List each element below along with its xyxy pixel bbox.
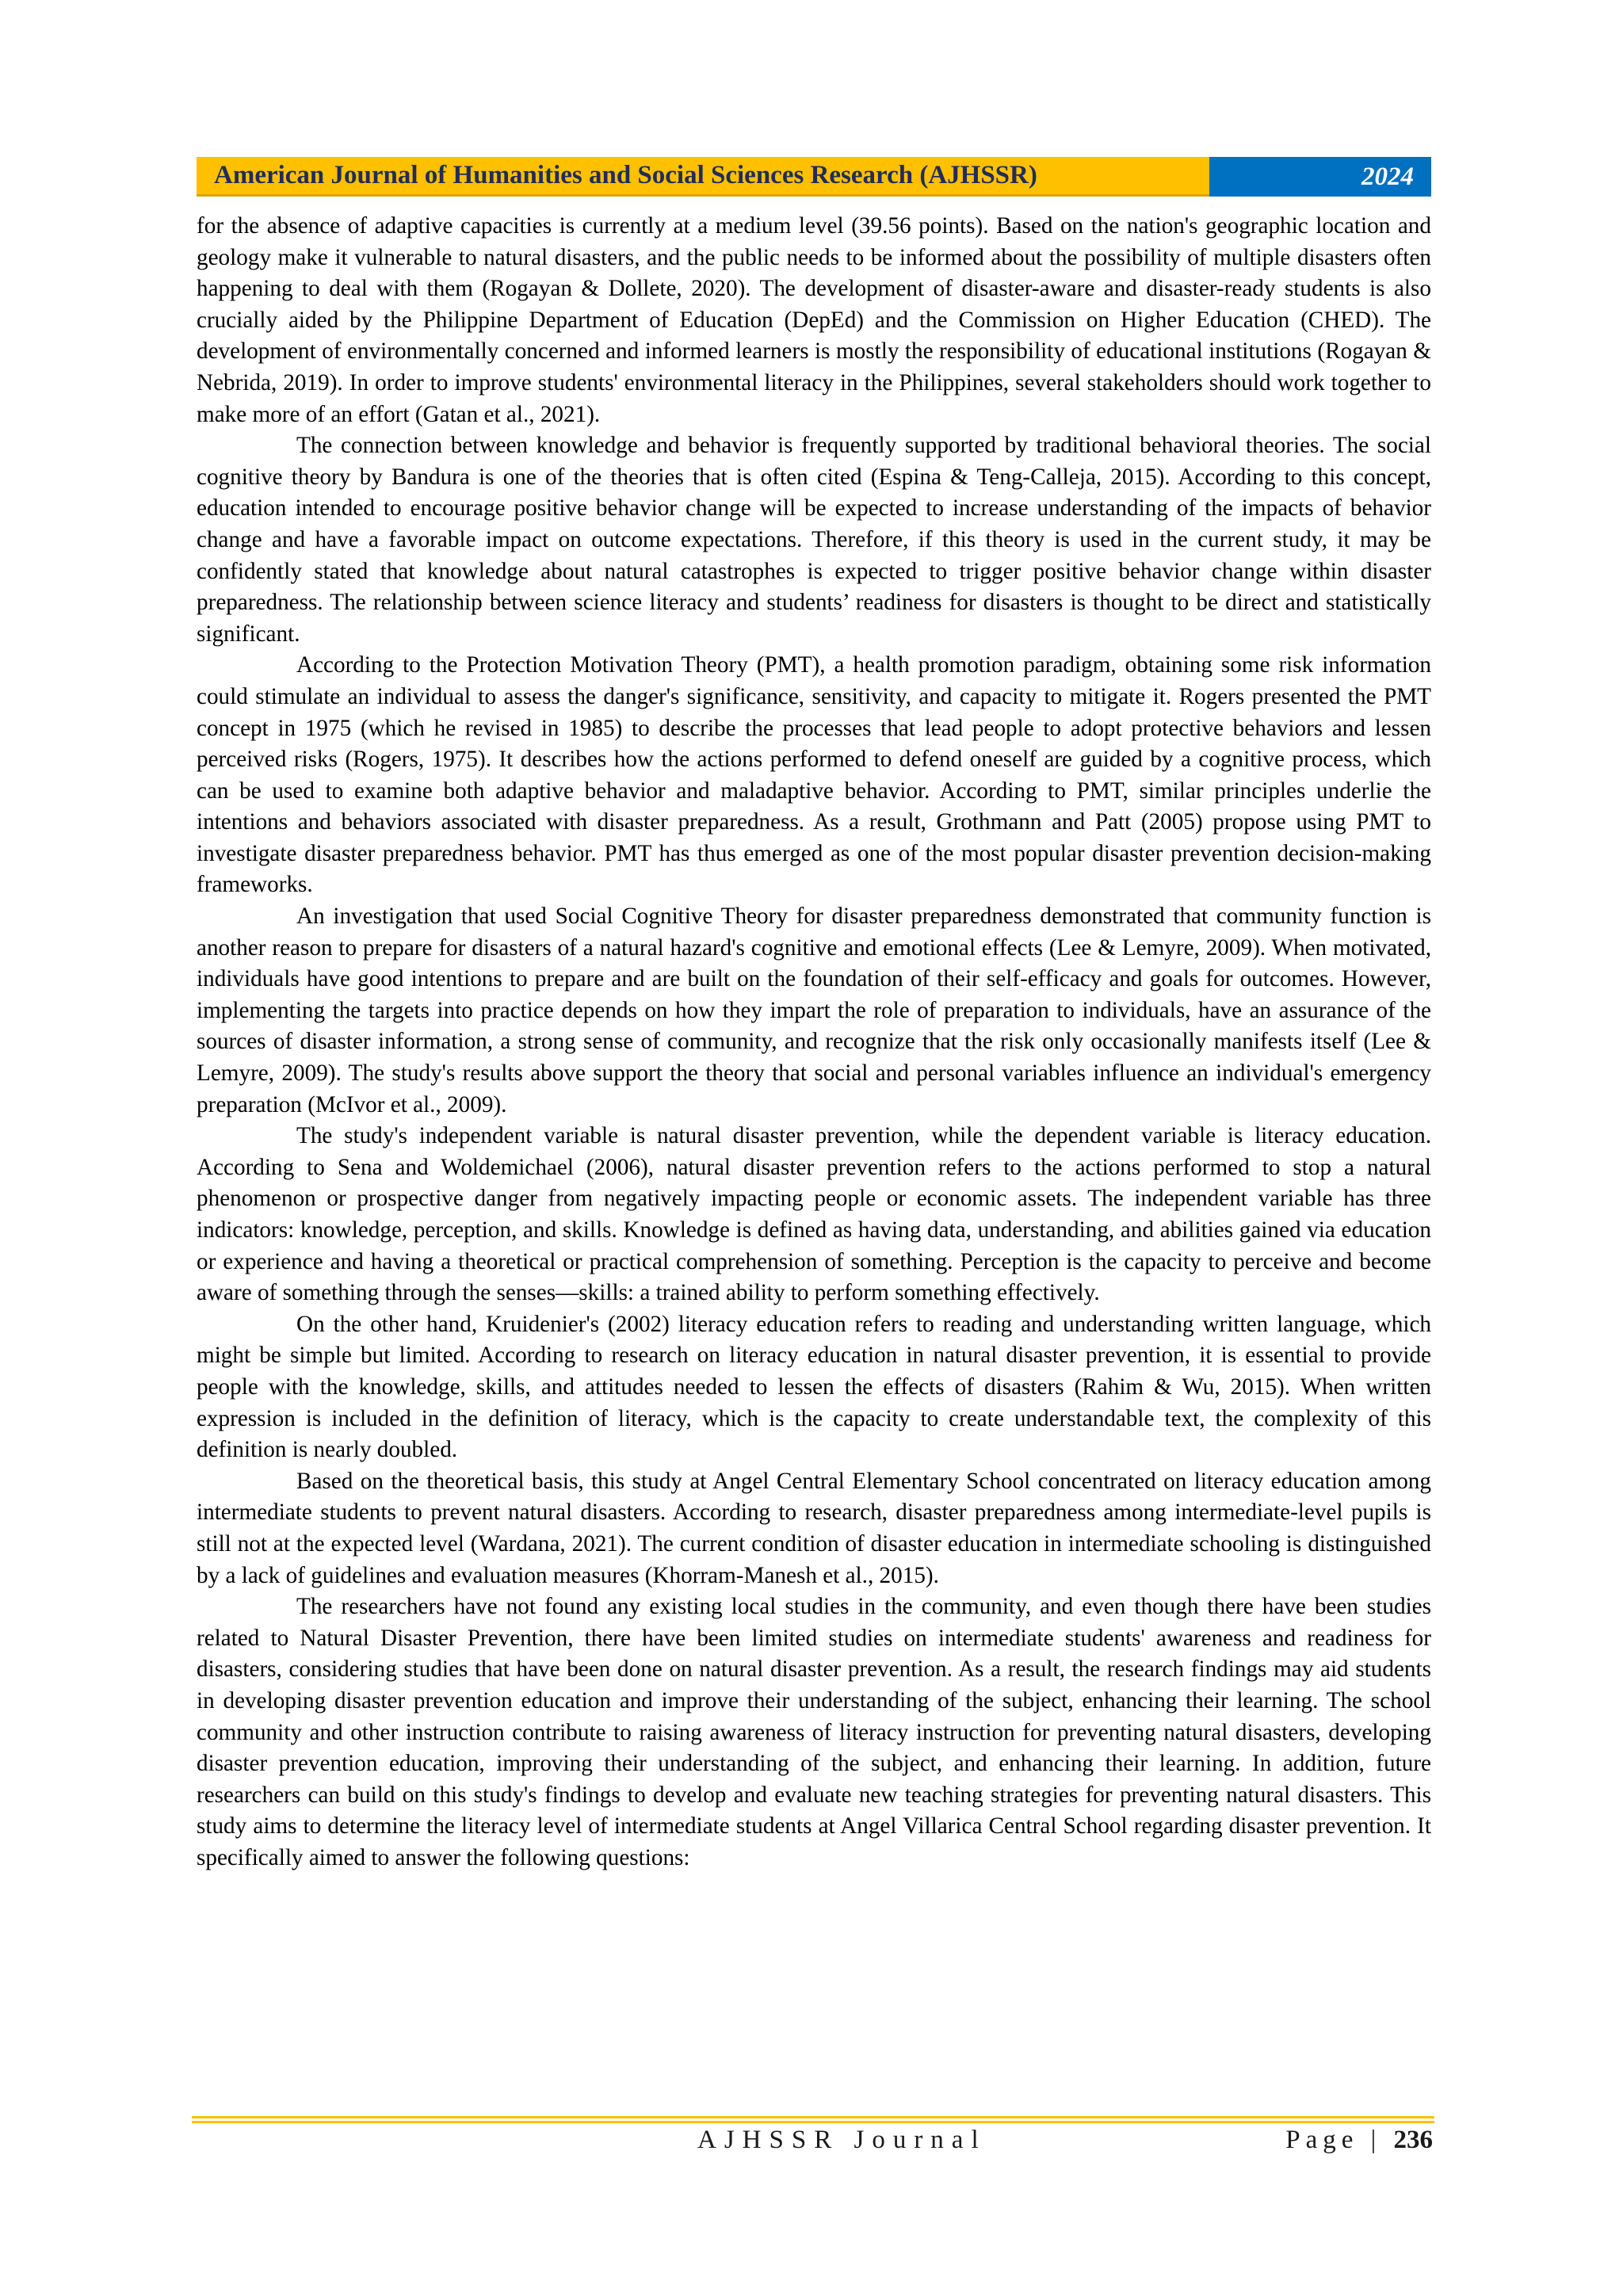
paragraph: The study's independent variable is natural disaster prevention, while the dependent variable is literacy education. According to Sena and Woldemichael (2006), natural disaster prevention refers to the actions performed to stop a natural phenomenon or prospective danger from negatively impacting people or economic assets. The independent variable has three indicators: knowledge, perception, and skills. Knowledge is defined as having data, understanding, and abilities gained via education or experience and having a theoretical or practical comprehension of something. Perception is the capacity to perceive and become aware of something through the senses—skills: a trained ability to perform something effectively.: [197, 1123, 1431, 1306]
journal-year: 2024: [1209, 157, 1431, 197]
paragraph: The connection between knowledge and behavior is frequently supported by traditional behavioral theories. The social cognitive theory by Bandura is one of the theories that is often cited (Espina & Teng-Calleja, 2015). According to this concept, education intended to encourage positive behavior change will be expected to increase understanding of the impacts of behavior change and have a favorable impact on outcome expectations. Therefore, if this theory is used in the current study, it may be confidently stated that knowledge about natural catastrophes is expected to trigger positive behavior change within disaster preparedness. The relationship between science literacy and students’ readiness for disasters is thought to be direct and statistically significant.: [197, 433, 1431, 647]
footer-divider: [192, 2121, 1434, 2123]
journal-header: [197, 157, 1431, 197]
paragraph: The researchers have not found any existing local studies in the community, and even though there have been studies related to Natural Disaster Prevention, there have been limited studies on intermediate students' awareness and readiness for disasters, considering studies that have been done on natural disaster prevention. As a result, the research findings may aid students in developing disaster prevention education and improve their understanding of the subject, enhancing their learning. The school community and other instruction contribute to raising awareness of literacy instruction for preventing natural disasters, developing disaster prevention education, improving their understanding of the subject, and enhancing their learning. In addition, future researchers can build on this study's findings to develop and evaluate new teaching strategies for preventing natural disasters. This study aims to determine the literacy level of intermediate students at Angel Villarica Central School regarding disaster prevention. It specifically aimed to answer the following questions:: [197, 1594, 1431, 1870]
page-label: Page |: [1285, 2126, 1382, 2154]
page-number: 236: [1393, 2126, 1433, 2154]
footer-divider: [192, 2116, 1434, 2118]
footer-page-indicator: [1285, 2126, 1433, 2155]
paragraph: for the absence of adaptive capacities is currently at a medium level (39.56 points). Based on the nation's geographic location and geology make it vulnerable to natural disasters, and the public needs to be informed about the possibility of multiple disasters often happening to deal with them (Rogayan & Dollete, 2020). The development of disaster-aware and disaster-ready students is also crucially aided by the Philippine Department of Education (DepEd) and the Commission on Higher Education (CHED). The development of environmentally concerned and informed learners is mostly the responsibility of educational institutions (Rogayan & Nebrida, 2019). In order to improve students' environmental literacy in the Philippines, several stakeholders should work together to make more of an effort (Gatan et al., 2021).: [197, 213, 1431, 427]
paragraph: According to the Protection Motivation Theory (PMT), a health promotion paradigm, obtaining some risk information could stimulate an individual to assess the danger's significance, sensitivity, and capacity to mitigate it. Rogers presented the PMT concept in 1975 (which he revised in 1985) to describe the processes that lead people to adopt protective behaviors and lessen perceived risks (Rogers, 1975). It describes how the actions performed to defend oneself are guided by a cognitive process, which can be used to examine both adaptive behavior and maladaptive behavior. According to PMT, similar principles underlie the intentions and behaviors associated with disaster preparedness. As a result, Grothmann and Patt (2005) propose using PMT to investigate disaster preparedness behavior. PMT has thus emerged as one of the most popular disaster prevention decision-making frameworks.: [197, 652, 1431, 898]
article-body: [197, 211, 1431, 1874]
paragraph: An investigation that used Social Cognitive Theory for disaster preparedness demonstrated that community function is another reason to prepare for disasters of a natural hazard's cognitive and emotional effects (Lee & Lemyre, 2009). When motivated, individuals have good intentions to prepare and are built on the foundation of their self-efficacy and goals for outcomes. However, implementing the targets into practice depends on how they impart the role of preparation to individuals, have an assurance of the sources of disaster information, a strong sense of community, and recognize that the risk only occasionally manifests itself (Lee & Lemyre, 2009). The study's results above support the theory that social and personal variables influence an individual's emergency preparation (McIvor et al., 2009).: [197, 904, 1431, 1117]
paragraph: Based on the theoretical basis, this study at Angel Central Elementary School concentrated on literacy education among intermediate students to prevent natural disasters. According to research, disaster preparedness among intermediate-level pupils is still not at the expected level (Wardana, 2021). The current condition of disaster education in intermediate schooling is distinguished by a lack of guidelines and evaluation measures (Khorram-Manesh et al., 2015).: [197, 1468, 1431, 1588]
journal-title: American Journal of Humanities and Social Sciences Research (AJHSSR): [197, 157, 1209, 197]
paragraph: On the other hand, Kruidenier's (2002) literacy education refers to reading and understanding written language, which might be simple but limited. According to research on literacy education in natural disaster prevention, it is essential to provide people with the knowledge, skills, and attitudes needed to lessen the effects of disasters (Rahim & Wu, 2015). When written expression is included in the definition of literacy, which is the capacity to create understandable text, the complexity of this definition is nearly doubled.: [197, 1311, 1431, 1463]
footer-journal-name: AJHSSR Journal: [697, 2126, 987, 2154]
